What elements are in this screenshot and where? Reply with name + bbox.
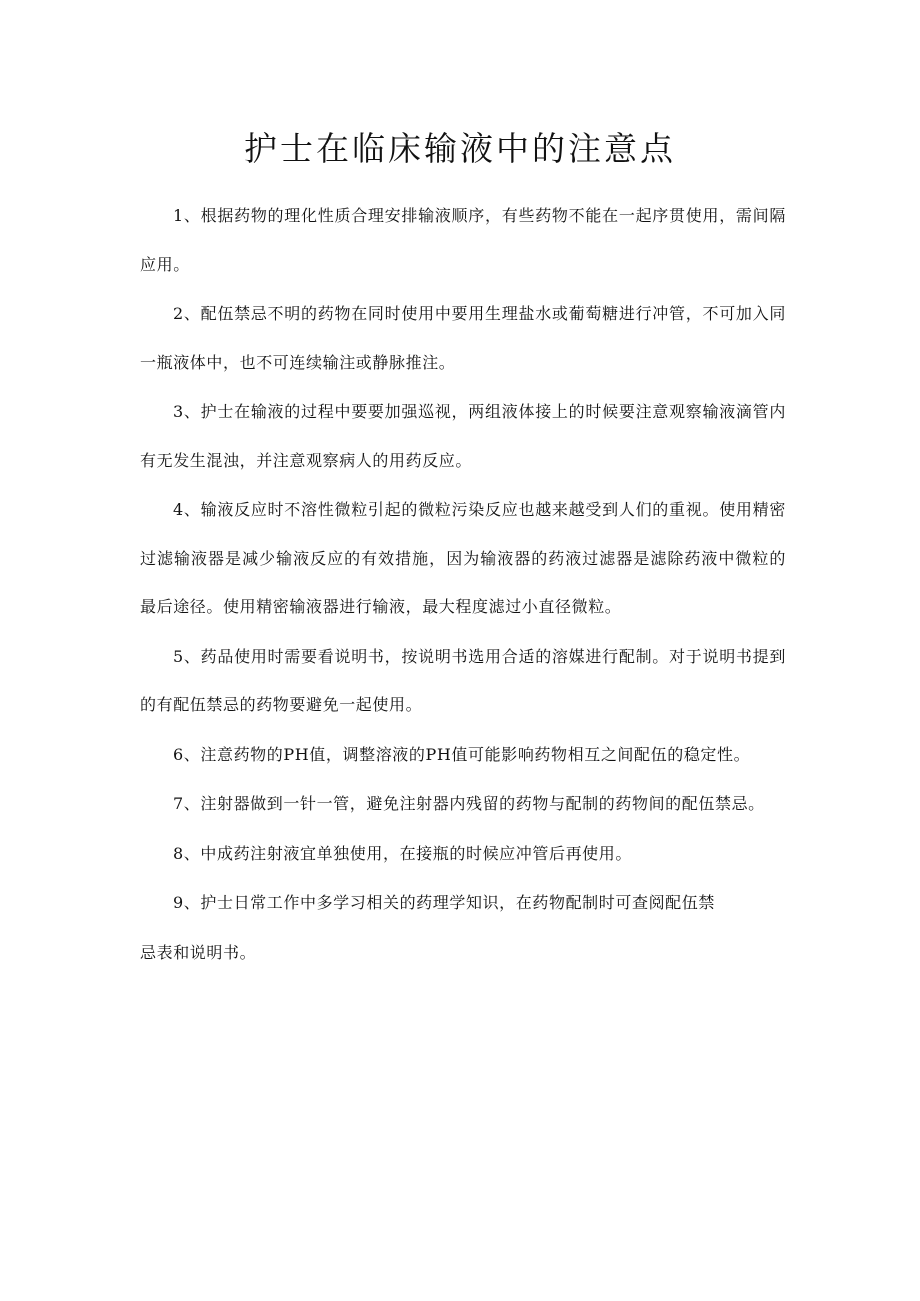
document-title: 护士在临床输液中的注意点 [244,129,676,168]
document-body [140,192,786,978]
paragraph-6: 6、注意药物的PH值，调整溶液的PH值可能影响药物相互之间配伍的稳定性。 [173,744,751,764]
paragraph-7: 7、注射器做到一针一管，避免注射器内残留的药物与配制的药物间的配伍禁忌。 [173,794,765,813]
paragraph-8: 8、中成药注射液宜单独使用，在接瓶的时候应冲管后再使用。 [173,843,632,863]
paragraph-5: 5、药品使用时需要看说明书，按说明书选用合适的溶媒进行配制。对于说明书提到的有配伍禁忌的药物要避免一起使用。 [140,646,786,714]
paragraph-2: 2、配伍禁忌不明的药物在同时使用中要用生理盐水或葡萄糖进行冲管，不可加入同一瓶液体中，也不可连续输注或静脉推注。 [140,304,786,372]
paragraph-3: 3、护士在输液的过程中要要加强巡视，两组液体接上的时候要注意观察输液滴管内有无发生混浊，并注意观察病人的用药反应。 [140,402,786,470]
paragraph-4: 4、输液反应时不溶性微粒引起的微粒污染反应也越来越受到人们的重视。使用精密过滤输液器是减少输液反应的有效措施，因为输液器的药液过滤器是滤除药液中微粒的最后途径。使用精密输液器进行输液，最大程度滤过小直径微粒。 [140,500,786,616]
paragraph-9-line-1: 9、护士日常工作中多学习相关的药理学知识，在药物配制时可查阅配伍禁 [173,893,715,912]
paragraph-1: 1、根据药物的理化性质合理安排输液顺序，有些药物不能在一起序贯使用，需间隔应用。 [140,206,786,274]
paragraph-9-line-2: 忌表和说明书。 [140,942,257,962]
